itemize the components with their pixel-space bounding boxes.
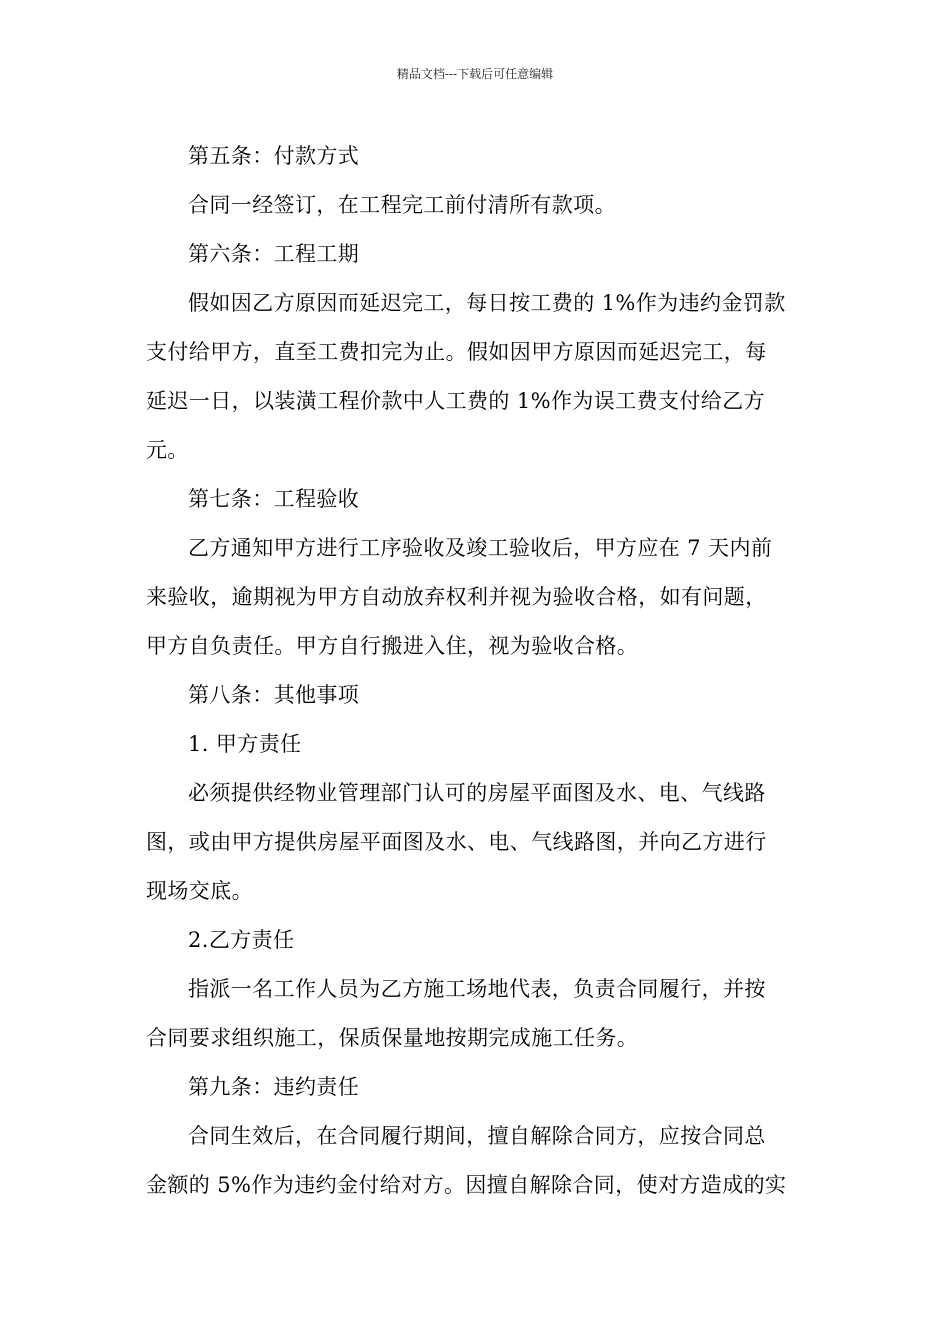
document-body [146,132,806,1210]
article-5-heading: 第五条：付款方式 [188,144,360,168]
article-6-text: 假如因乙方原因而延迟完工，每日按工费的 1%作为违约金罚款 支付给甲方，直至工费扣完为止。假如因甲方原因而延迟完工，每 延迟一日，以装潢工程价款中人工费的 1%作为误工费支付给乙方 元。 [146,291,786,462]
party-b-text: 指派一名工作人员为乙方施工场地代表，负责合同履行，并按 合同要求组织施工，保质保量地按期完成施工任务。 [146,977,766,1050]
article-6-heading: 第六条：工程工期 [188,242,360,266]
article-7-text: 乙方通知甲方进行工序验收及竣工验收后，甲方应在 7 天内前 来验收，逾期视为甲方自动放弃权利并视为验收合格，如有问题， 甲方自负责任。甲方自行搬进入住，视为验收合格。 [146,536,773,658]
article-9-heading: 第九条：违约责任 [188,1075,360,1099]
party-a-text: 必须提供经物业管理部门认可的房屋平面图及水、电、气线路 图，或由甲方提供房屋平面图及水、电、气线路图，并向乙方进行 现场交底。 [146,781,767,903]
article-8-heading: 第八条：其他事项 [188,683,360,707]
page-header: 精品文档---下载后可任意编辑 [396,67,554,81]
party-b-heading: 2.乙方责任 [188,928,295,952]
article-9-text: 合同生效后，在合同履行期间，擅自解除合同方，应按合同总 金额的 5%作为违约金付给对方。因擅自解除合同，使对方造成的实 [146,1124,787,1197]
party-a-heading: 1. 甲方责任 [188,732,302,756]
article-5-text: 合同一经签订，在工程完工前付清所有款项。 [188,193,616,217]
article-7-heading: 第七条：工程验收 [188,487,360,511]
